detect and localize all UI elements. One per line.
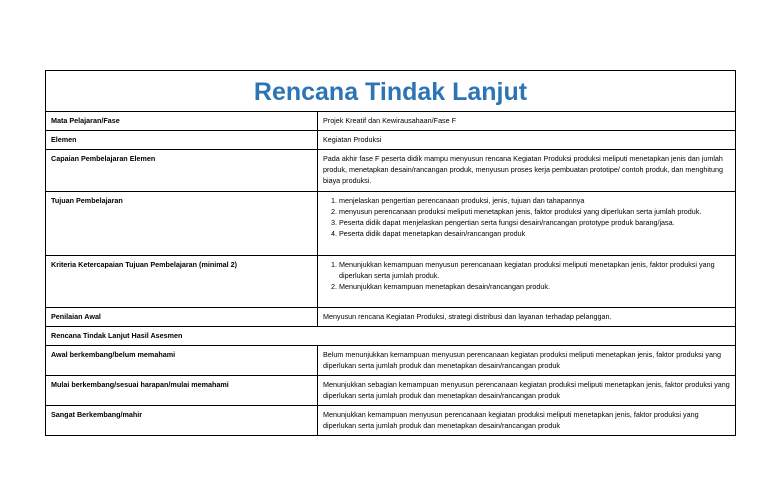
- tujuan-list: [323, 195, 730, 239]
- row-label-capaian: Capaian Pembelajaran Elemen: [46, 150, 318, 192]
- table-row: [46, 376, 736, 406]
- table-row: [46, 346, 736, 376]
- table-row: [46, 131, 736, 150]
- row-value-awal: Belum menunjukkan kemampuan menyusun perencanaan kegiatan produksi meliputi menetapkan jenis, faktor produksi yang diperlukan serta jumlah produk dan menetapkan desain/rancangan produk: [318, 346, 736, 376]
- list-item: 1. Menunjukkan kemampuan menyusun perencanaan kegiatan produksi meliputi menetapkan jenis, faktor produksi yang diperlukan serta jumlah produk.: [339, 259, 730, 281]
- title-row: [46, 71, 736, 112]
- rtl-table: [45, 70, 736, 436]
- row-label-elemen: Elemen: [46, 131, 318, 150]
- list-item: 4. Peserta didik dapat menetapkan desain/rancangan produk: [339, 228, 730, 239]
- row-value-mulai: Menunjukkan sebagian kemampuan menyusun perencanaan kegiatan produksi meliputi menetapkan jenis, faktor produksi yang diperlukan serta jumlah produk dan menetapkan desain/rancangan produk: [318, 376, 736, 406]
- row-label-mulai: Mulai berkembang/sesuai harapan/mulai memahami: [46, 376, 318, 406]
- list-item: 3. Peserta didik dapat menjelaskan pengertian serta fungsi desain/rancangan prototype produk barang/jasa.: [339, 217, 730, 228]
- row-label-mapel: Mata Pelajaran/Fase: [46, 112, 318, 131]
- section-heading-rtl: Rencana Tindak Lanjut Hasil Asesmen: [46, 327, 736, 346]
- table-row: [46, 308, 736, 327]
- row-label-awal: Awal berkembang/belum memahami: [46, 346, 318, 376]
- row-value-sangat: Menunjukkan kemampuan menyusun perencanaan kegiatan produksi meliputi menetapkan jenis, faktor produksi yang diperlukan serta jumlah produk dan menetapkan desain/rancangan produk: [318, 406, 736, 436]
- row-value-tujuan: [318, 192, 736, 256]
- table-row: [46, 150, 736, 192]
- table-row: [46, 192, 736, 256]
- table-row: [46, 327, 736, 346]
- table-row: [46, 406, 736, 436]
- row-value-elemen: Kegiatan Produksi: [318, 131, 736, 150]
- kriteria-list: [323, 259, 730, 292]
- list-item: 2. menyusun perencanaan produksi meliputi menetapkan jenis, faktor produksi yang diperlukan serta jumlah produk.: [339, 206, 730, 217]
- list-item: 1. menjelaskan pengertian perencanaan produksi, jenis, tujuan dan tahapannya: [339, 195, 730, 206]
- list-item: 2. Menunjukkan kemampuan menetapkan desain/rancangan produk.: [339, 281, 730, 292]
- row-value-mapel: Projek Kreatif dan Kewirausahaan/Fase F: [318, 112, 736, 131]
- document-page: [45, 70, 736, 436]
- row-value-penilaian: Menyusun rencana Kegiatan Produksi, strategi distribusi dan layanan terhadap pelanggan.: [318, 308, 736, 327]
- row-label-sangat: Sangat Berkembang/mahir: [46, 406, 318, 436]
- row-value-capaian: Pada akhir fase F peserta didik mampu menyusun rencana Kegiatan Produksi produksi meliputi menetapkan jenis dan jumlah produk, menetapkan desain/rancangan produk, menyusun proses kerja pembuatan prototipe/ contoh produk, dan menghitung biaya produksi.: [318, 150, 736, 192]
- table-row: [46, 112, 736, 131]
- table-row: [46, 256, 736, 308]
- page-title: Rencana Tindak Lanjut: [46, 71, 736, 112]
- row-label-tujuan: Tujuan Pembelajaran: [46, 192, 318, 256]
- row-label-penilaian: Penilaian Awal: [46, 308, 318, 327]
- row-value-kriteria: [318, 256, 736, 308]
- row-label-kriteria: Kriteria Ketercapaian Tujuan Pembelajaran (minimal 2): [46, 256, 318, 308]
